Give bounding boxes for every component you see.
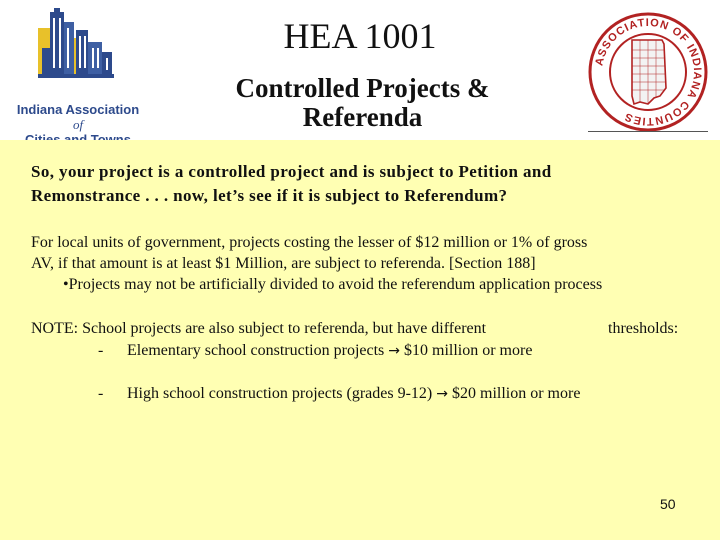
indiana-map-icon [586,10,710,134]
threshold-bullet: •Projects may not be artificially divided to avoid the referendum application process [63,276,603,293]
list-item [31,383,701,405]
list-item-amount: $20 million or more [452,385,581,402]
city-skyline-icon [8,8,148,100]
school-note [31,318,701,405]
aic-seal [586,10,710,134]
page-title: HEA 1001 [283,16,437,56]
list-dash: - [98,342,104,359]
intro-paragraph [31,160,701,208]
page-number: 50 [660,496,676,512]
list-item-text: Elementary school construction projects [127,342,385,359]
seal-underline [588,131,708,132]
list-dash: - [98,385,104,402]
note-line [31,318,701,340]
note-thresholds: thresholds: [608,320,679,337]
subtitle-line2: Referenda [302,102,423,132]
page-subtitle [190,74,535,132]
seal-ring-text: ASSOCIATION OF INDIANA COUNTIES [593,16,704,128]
iact-logo-of: of [72,117,84,132]
slide-body [0,140,720,540]
iact-logo-line1: Indiana Association [16,102,140,117]
intro-line1: So, your project is a controlled project and is subject to Petition and [31,162,552,181]
subtitle-line1: Controlled Projects & [235,73,490,103]
list-item-amount: $10 million or more [404,342,533,359]
note-text: NOTE: School projects are also subject to referenda, but have different [31,320,487,337]
threshold-paragraph [31,232,701,295]
intro-line2: Remonstrance . . . now, let’s see if it is subject to Referendum? [31,186,508,205]
arrow-right-icon: → [388,343,400,359]
threshold-line1: For local units of government, projects costing the lesser of $12 million or 1% of gross [31,234,588,251]
slide-header [0,0,720,140]
iact-logo [8,8,148,136]
list-item [31,340,701,362]
arrow-right-icon: → [436,386,448,402]
threshold-line2: AV, if that amount is at least $1 Million, are subject to referenda. [Section 188] [31,255,536,272]
list-item-text: High school construction projects (grades 9-12) [127,385,433,402]
